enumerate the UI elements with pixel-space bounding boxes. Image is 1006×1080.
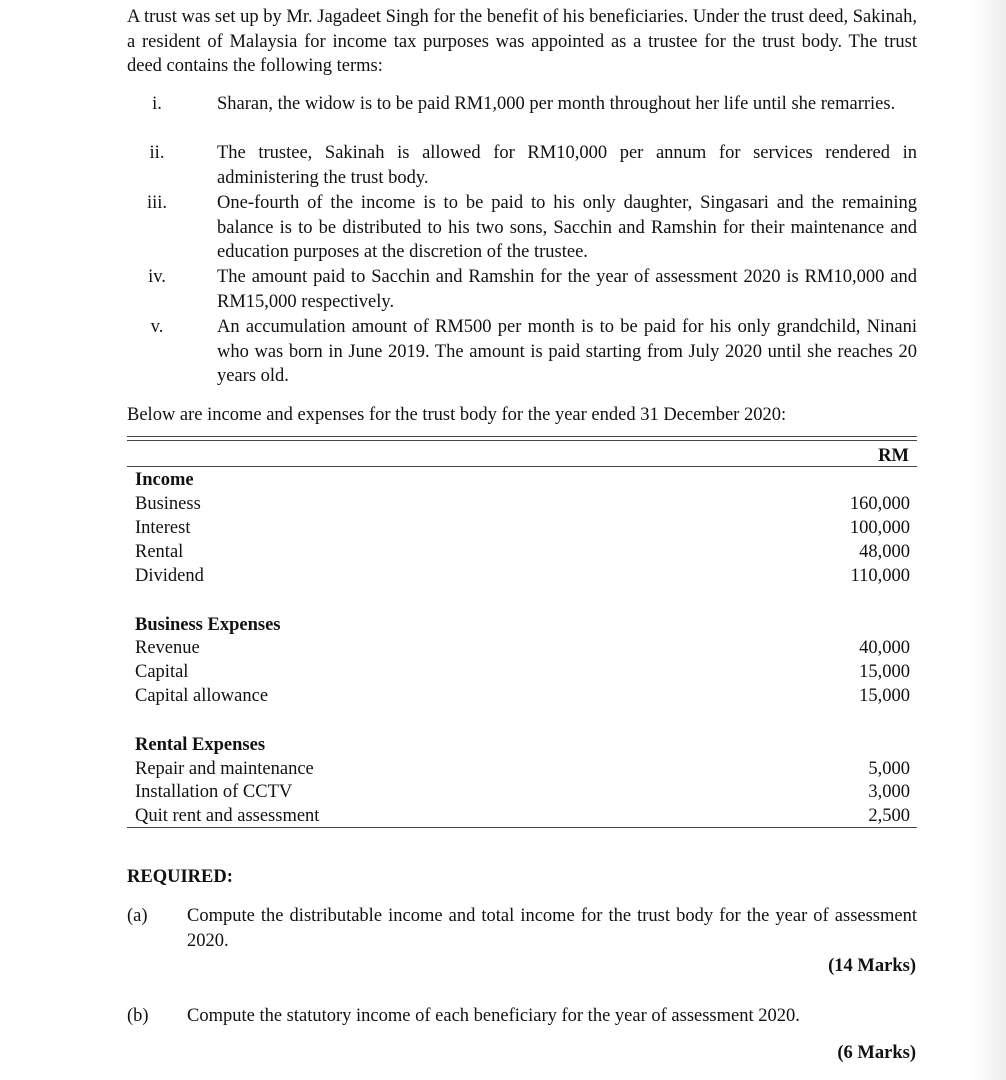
question-text: Compute the distributable income and total income for the trust body for the year of assessment 2020. bbox=[187, 906, 917, 951]
row-value: 100,000 bbox=[849, 518, 910, 538]
row-label: Installation of CCTV bbox=[135, 782, 293, 802]
intro-paragraph: A trust was set up by Mr. Jagadeet Singh for the benefit of his beneficiaries. Under the trust deed, Sakinah, a resident of Malaysia for income tax purposes was appointed as a trustee for the trust body. The trust deed contains the following terms: bbox=[127, 7, 917, 76]
currency-header: RM bbox=[878, 446, 909, 466]
term-text: The amount paid to Sacchin and Ramshin for the year of assessment 2020 is RM10,000 and RM15,000 respectively. bbox=[217, 267, 917, 312]
row-value: 160,000 bbox=[849, 494, 910, 514]
required-heading: REQUIRED: bbox=[127, 867, 233, 887]
question-label: (b) bbox=[127, 1006, 149, 1026]
table-row bbox=[135, 564, 910, 588]
row-value: 110,000 bbox=[850, 566, 910, 586]
term-number: ii. bbox=[149, 143, 165, 163]
table-row bbox=[135, 660, 910, 684]
table-row bbox=[135, 757, 910, 781]
row-label: Interest bbox=[135, 518, 191, 538]
table-row bbox=[135, 780, 910, 804]
section-heading-income bbox=[135, 468, 910, 492]
table-intro: Below are income and expenses for the trust body for the year ended 31 December 2020: bbox=[127, 405, 787, 425]
header-rule bbox=[127, 466, 917, 467]
term-number: v. bbox=[150, 317, 164, 337]
row-value: 15,000 bbox=[859, 686, 910, 706]
row-value: 3,000 bbox=[868, 782, 910, 802]
row-value: 40,000 bbox=[859, 638, 910, 658]
row-label: Business bbox=[135, 494, 201, 514]
table-top-rule-double bbox=[127, 440, 917, 441]
row-value: 5,000 bbox=[868, 759, 910, 779]
section-heading: Business Expenses bbox=[135, 615, 281, 635]
row-label: Quit rent and assessment bbox=[135, 806, 320, 826]
table-row bbox=[135, 804, 910, 828]
table-top-rule bbox=[127, 436, 917, 437]
table-row bbox=[135, 492, 910, 516]
table-row bbox=[135, 684, 910, 708]
row-label: Capital bbox=[135, 662, 189, 682]
row-value: 2,500 bbox=[868, 806, 910, 826]
section-heading: Rental Expenses bbox=[135, 735, 266, 755]
section-heading-rental-expenses bbox=[135, 733, 910, 757]
table-row bbox=[135, 540, 910, 564]
table-bottom-rule bbox=[127, 827, 917, 828]
term-number: i. bbox=[152, 94, 162, 114]
section-heading-business-expenses bbox=[135, 613, 910, 637]
term-number: iii. bbox=[146, 193, 168, 213]
row-label: Dividend bbox=[135, 566, 204, 586]
table-row bbox=[135, 636, 910, 660]
term-text: Sharan, the widow is to be paid RM1,000 per month throughout her life until she remarries. bbox=[217, 94, 896, 114]
row-label: Capital allowance bbox=[135, 686, 269, 706]
term-text: The trustee, Sakinah is allowed for RM10,000 per annum for services rendered in administering the trust body. bbox=[217, 143, 917, 188]
question-text: Compute the statutory income of each beneficiary for the year of assessment 2020. bbox=[187, 1006, 800, 1026]
section-heading: Income bbox=[135, 470, 194, 490]
table-row bbox=[135, 516, 910, 540]
row-value: 48,000 bbox=[859, 542, 910, 562]
term-text: One-fourth of the income is to be paid to his only daughter, Singasari and the remaining balance is to be distributed to his two sons, Sacchin and Ramshin for their maintenance and education purposes at the discretion of the trustee. bbox=[217, 193, 917, 262]
page-edge-shadow bbox=[972, 0, 1006, 1080]
marks-b: (6 Marks) bbox=[837, 1043, 916, 1063]
row-label: Repair and maintenance bbox=[135, 759, 314, 779]
term-number: iv. bbox=[148, 267, 166, 287]
term-text: An accumulation amount of RM500 per month is to be paid for his only grandchild, Ninani who was born in June 2019. The amount is paid starting from July 2020 until she reaches 20 years old. bbox=[217, 317, 917, 386]
question-label: (a) bbox=[127, 906, 148, 926]
row-value: 15,000 bbox=[859, 662, 910, 682]
row-label: Revenue bbox=[135, 638, 200, 658]
marks-a: (14 Marks) bbox=[828, 956, 916, 976]
row-label: Rental bbox=[135, 542, 184, 562]
